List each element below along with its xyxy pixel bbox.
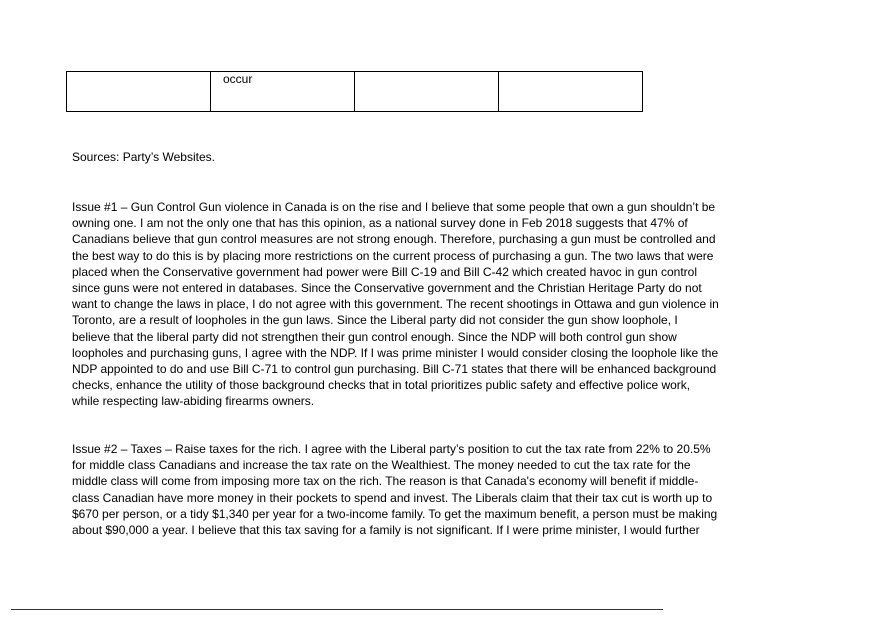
- text-line: since guns were not entered in databases. Since the Conservative government and the Christian Heritage Party do not: [72, 281, 702, 296]
- text-line: middle class will come from imposing more tax on the rich. The reason is that Canada's economy will benefit if middle-: [72, 474, 699, 489]
- text-line: want to change the laws in place, I do not agree with this government. The recent shootings in Ottawa and gun violence in: [72, 297, 719, 312]
- page-footer-divider: [11, 609, 663, 610]
- text-line: Toronto, are a result of loopholes in the gun laws. Since the Liberal party did not consider the gun show loophole, I: [72, 313, 678, 328]
- text-line: owning one. I am not the only one that has this opinion, as a national survey done in Feb 2018 suggests that 47% of: [72, 216, 688, 231]
- comparison-table-fragment: [66, 71, 643, 112]
- text-line: NDP appointed to do and use Bill C-71 to control gun purchasing. Bill C-71 states that there will be enhanced background: [72, 362, 717, 377]
- text-line: while respecting law-abiding firearms owners.: [72, 394, 315, 409]
- text-line: Sources: Party’s Websites.: [72, 150, 215, 164]
- table-cell: [67, 72, 211, 112]
- table-cell: [499, 72, 643, 112]
- text-line: Canadians believe that gun control measures are not strong enough. Therefore, purchasing a gun must be controlled and: [72, 232, 716, 247]
- text-line: loopholes and purchasing guns, I agree with the NDP. If I was prime minister I would consider closing the loophole like the: [72, 345, 719, 360]
- text-line: Issue #2 – Taxes – Raise taxes for the rich. I agree with the Liberal party’s position to cut the tax rate from 22% to 20.5%: [72, 442, 711, 456]
- sources-paragraph: [72, 149, 215, 165]
- text-line: Issue #1 – Gun Control Gun violence in Canada is on the rise and I believe that some people that own a gun shouldn’t be: [72, 200, 716, 214]
- text-line: about $90,000 a year. I believe that this tax saving for a family is not significant. If I were prime minister, I would further: [72, 523, 700, 538]
- table-cell: [355, 72, 499, 112]
- text-line: $670 per person, or a tidy $1,340 per year for a two-income family. To get the maximum benefit, a person must be making: [72, 506, 718, 521]
- text-line: checks, enhance the utility of those background checks that in total prioritizes public safety and effective police work,: [72, 378, 691, 393]
- issue-1-paragraph: [72, 199, 719, 410]
- table-row: [67, 72, 643, 112]
- text-line: placed when the Conservative government had power were Bill C-19 and Bill C-42 which created havoc in gun control: [72, 264, 698, 279]
- text-line: believe that the liberal party did not strengthen their gun control enough. Since the NDP will both control gun show: [72, 329, 677, 344]
- table-cell: occur: [211, 72, 355, 112]
- issue-2-paragraph: [72, 441, 717, 538]
- text-line: the best way to do this is by placing more restrictions on the current process of purchasing a gun. The two laws that were: [72, 248, 714, 263]
- text-line: for middle class Canadians and increase the tax rate on the Wealthiest. The money needed to cut the tax rate for the: [72, 458, 691, 473]
- text-line: class Canadian have more money in their pockets to spend and invest. The Liberals claim that their tax cut is worth up to: [72, 490, 713, 505]
